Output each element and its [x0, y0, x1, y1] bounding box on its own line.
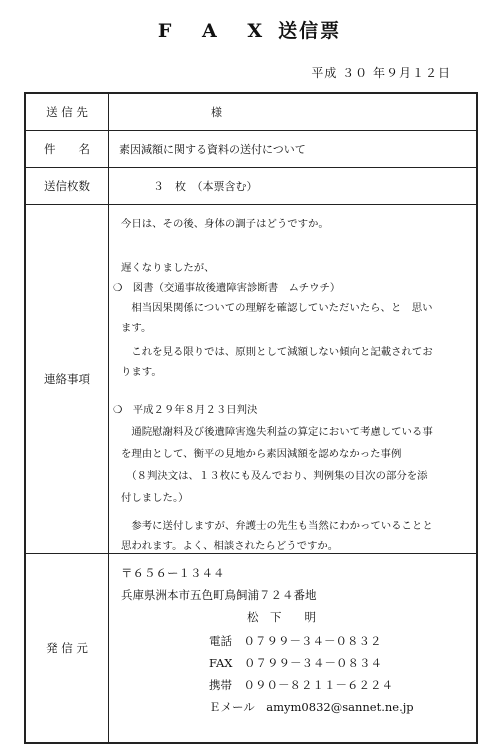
sender-details [109, 554, 478, 744]
message-line: 付しました。） [121, 492, 189, 504]
title-fax: F A X [157, 20, 275, 42]
sender-name: 松 下 明 [247, 610, 316, 624]
row-subject [25, 131, 477, 168]
recipient-value [109, 93, 478, 131]
subject-label: 件 名 [25, 131, 109, 168]
message-line: 遅くなりましたが、 [121, 262, 215, 274]
fax-form-table [24, 92, 478, 744]
sender-phone: 電話 ０７９９－３４－０８３２ [209, 634, 382, 648]
subject-value: 素因減額に関する資料の送付について [109, 131, 478, 168]
row-page-count [25, 168, 477, 205]
message-body [109, 205, 478, 554]
message-line: （８判決文は、１３枚にも及んでおり、判例集の目次の部分を添 [121, 470, 428, 482]
sender-mobile: 携帯 ０９０－８２１１－６２２４ [209, 678, 393, 692]
row-recipient [25, 93, 477, 131]
page-count-label: 送信枚数 [25, 168, 109, 205]
sender-fax: FAX ０７９９－３４－０８３４ [209, 656, 382, 670]
row-sender [25, 554, 477, 744]
message-line: ❍ 図書（交通事故後遺障害診断書 ムチウチ） [113, 282, 341, 294]
message-line: 今日は、その後、身体の調子はどうですか。 [121, 218, 329, 230]
sender-email: Ｅメール amym0832@sannet.ne.jp [209, 700, 414, 714]
message-line: 通院慰謝料及び後遺障害逸失利益の算定において考慮している事 [121, 426, 433, 438]
date: 平成 ３０ 年９月１２日 [311, 66, 451, 80]
row-message [25, 205, 477, 554]
document-title [0, 16, 499, 43]
recipient-label: 送 信 先 [25, 93, 109, 131]
message-line: を理由として、衡平の見地から素因減額を認めなかった事例 [121, 448, 402, 460]
message-line: ます。 [121, 322, 152, 334]
sender-postal-code: 〒６５６ー１３４４ [121, 566, 225, 580]
page-count-text: ３ 枚 （本票含む） [153, 180, 258, 193]
message-line: ❍ 平成２９年８月２３日判決 [113, 404, 258, 416]
message-line: 参考に送付しますが、弁護士の先生も当然にわかっていることと [121, 520, 433, 532]
message-line: ります。 [121, 366, 162, 378]
sender-address: 兵庫県洲本市五色町鳥飼浦７２４番地 [121, 588, 317, 602]
recipient-honorific: 様 [211, 106, 222, 119]
message-line: 相当因果関係についての理解を確認していただいたら、と 思い [121, 302, 433, 314]
message-label: 連絡事項 [25, 205, 109, 554]
sender-label: 発 信 元 [25, 554, 109, 744]
page-count-value [109, 168, 478, 205]
message-line: 思われます。よく、相談されたらどうですか。 [121, 540, 339, 552]
message-line: これを見る限りでは、原則として減額しない傾向と記載されてお [121, 346, 433, 358]
title-rest: 送信票 [278, 20, 342, 42]
